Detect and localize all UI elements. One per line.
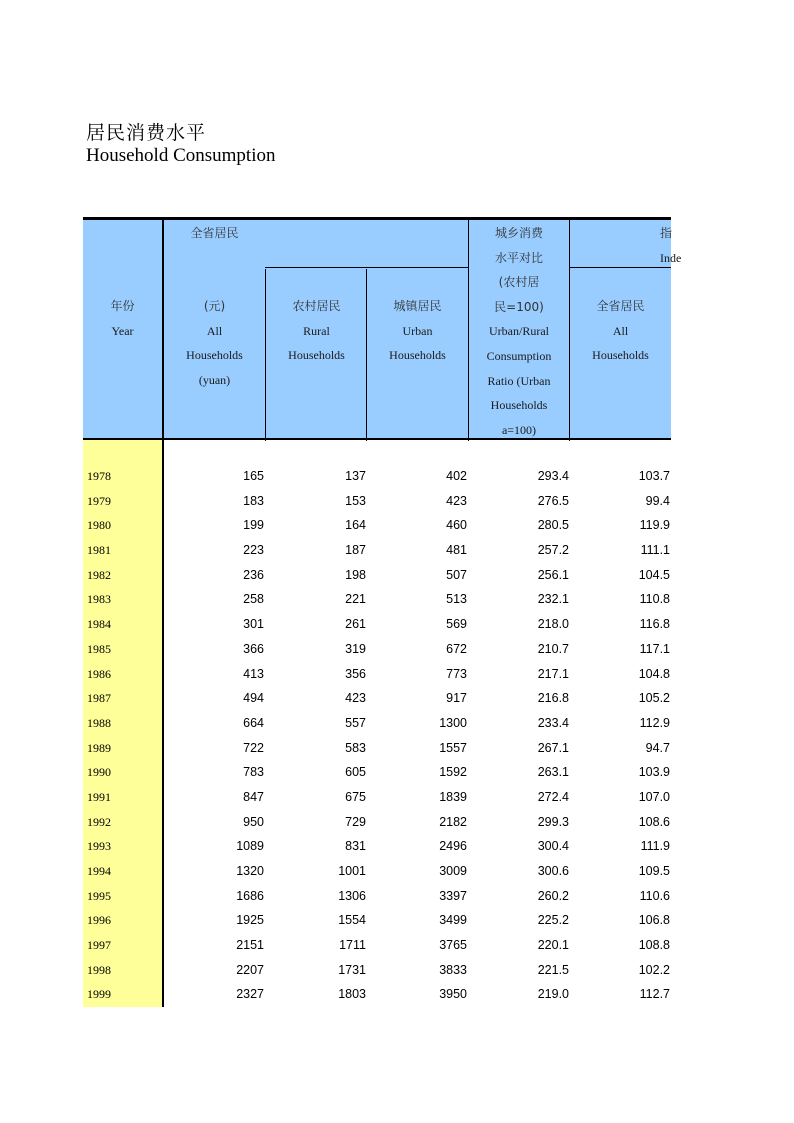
- rural-cell: 1001: [338, 864, 366, 878]
- table-row: [83, 835, 671, 860]
- table-row: [83, 860, 671, 885]
- ratio-cell: 218.0: [537, 617, 569, 632]
- ratio-cell: 257.2: [537, 543, 569, 558]
- table-row: [83, 786, 671, 811]
- rural-cell: 137: [345, 469, 366, 483]
- year-cell: 1978: [87, 469, 111, 483]
- table-row: [83, 490, 671, 515]
- all-households-cell: 2151: [236, 938, 264, 953]
- rural-cell: 583: [345, 740, 366, 755]
- all-households-cell: 722: [243, 740, 264, 755]
- all-households-cell: 236: [243, 567, 264, 582]
- all-households-cell: 2327: [236, 987, 264, 1002]
- year-cell: 1979: [87, 493, 111, 508]
- index-cell: 110.8: [639, 592, 670, 607]
- year-cell: 1992: [87, 814, 111, 829]
- year-cell: 1984: [87, 617, 111, 632]
- index-cell: 104.5: [638, 567, 670, 582]
- table-row: [83, 761, 671, 786]
- table-header: [83, 217, 682, 440]
- year-cell: 1985: [87, 641, 111, 656]
- year-cell: 1993: [87, 839, 111, 854]
- urban-cell: 917: [446, 691, 467, 706]
- header-all-households: (元) All Households (yuan): [186, 299, 243, 387]
- table-row: [83, 663, 671, 688]
- index-cell: 109.5: [638, 864, 670, 878]
- table-row: [83, 811, 671, 836]
- all-households-cell: 223: [243, 543, 264, 558]
- table-row: [83, 983, 671, 1008]
- index-cell: 103.9: [638, 765, 670, 780]
- urban-cell: 2496: [439, 839, 467, 854]
- index-cell: 111.1: [640, 543, 670, 558]
- urban-cell: 1839: [439, 789, 467, 804]
- ratio-cell: 293.4: [537, 469, 569, 483]
- all-households-cell: 301: [243, 617, 264, 632]
- urban-cell: 460: [446, 518, 467, 533]
- urban-cell: 3950: [439, 987, 467, 1002]
- year-cell: 1996: [87, 913, 111, 928]
- rural-cell: 423: [345, 691, 366, 706]
- table-row: [83, 564, 671, 589]
- index-cell: 106.8: [638, 913, 670, 928]
- ratio-cell: 210.7: [537, 641, 569, 656]
- header-index-all: 全省居民 All Households: [592, 299, 649, 363]
- year-cell: 1988: [87, 715, 111, 730]
- all-households-cell: 258: [243, 592, 264, 607]
- year-cell: 1997: [87, 938, 111, 953]
- index-cell: 103.7: [638, 469, 670, 483]
- urban-cell: 3397: [439, 888, 467, 903]
- rural-cell: 605: [345, 765, 366, 780]
- ratio-cell: 272.4: [537, 789, 569, 804]
- urban-cell: 3765: [439, 938, 467, 953]
- table-row: [83, 934, 671, 959]
- rural-cell: 1554: [338, 913, 366, 928]
- rural-cell: 164: [345, 518, 366, 533]
- table-row: [83, 465, 671, 490]
- year-cell: 1987: [87, 691, 111, 706]
- ratio-cell: 260.2: [537, 888, 569, 903]
- ratio-cell: 267.1: [537, 740, 569, 755]
- year-cell: 1989: [87, 740, 111, 755]
- table-row: [83, 613, 671, 638]
- year-cell: 1990: [87, 765, 111, 780]
- ratio-cell: 276.5: [537, 493, 569, 508]
- year-cell: 1983: [87, 592, 111, 607]
- all-households-cell: 1320: [236, 864, 264, 878]
- all-households-cell: 494: [243, 691, 264, 706]
- rural-cell: 198: [345, 567, 366, 582]
- index-cell: 111.9: [640, 839, 670, 854]
- index-cell: 112.9: [639, 715, 670, 730]
- header-index-group: 指 Inde: [660, 226, 682, 265]
- year-cell: 1982: [87, 567, 111, 582]
- header-rural: 农村居民 Rural Households: [288, 299, 345, 363]
- urban-cell: 672: [446, 641, 467, 656]
- urban-cell: 513: [446, 592, 467, 607]
- urban-cell: 3499: [439, 913, 467, 928]
- year-cell: 1998: [87, 962, 111, 977]
- rural-cell: 1306: [338, 888, 366, 903]
- all-households-cell: 1925: [236, 913, 264, 928]
- all-households-cell: 664: [243, 715, 264, 730]
- urban-cell: 2182: [439, 814, 467, 829]
- rural-cell: 557: [345, 715, 366, 730]
- all-households-cell: 165: [243, 469, 264, 483]
- urban-cell: 1300: [439, 715, 467, 730]
- all-households-cell: 1686: [236, 888, 264, 903]
- index-cell: 116.8: [639, 617, 670, 632]
- index-cell: 94.7: [645, 740, 670, 755]
- header-subdivider: [265, 267, 468, 268]
- year-cell: 1980: [87, 518, 111, 533]
- year-cell: 1994: [87, 864, 111, 878]
- rural-cell: 221: [345, 592, 366, 607]
- table-row: [83, 539, 671, 564]
- year-cell: 1986: [87, 666, 111, 681]
- consumption-table: [83, 217, 682, 1007]
- table-row: [83, 737, 671, 762]
- ratio-cell: 220.1: [537, 938, 569, 953]
- all-households-cell: 199: [243, 518, 264, 533]
- urban-cell: 773: [446, 666, 467, 681]
- rural-cell: 153: [345, 493, 366, 508]
- rural-cell: 675: [345, 789, 366, 804]
- all-households-cell: 2207: [236, 962, 264, 977]
- page-title-en: Household Consumption: [86, 145, 276, 166]
- index-cell: 107.0: [638, 789, 670, 804]
- ratio-cell: 232.1: [537, 592, 569, 607]
- header-group-all: 全省居民: [190, 226, 239, 240]
- urban-cell: 481: [446, 543, 467, 558]
- table-row: [83, 514, 671, 539]
- all-households-cell: 950: [243, 814, 264, 829]
- ratio-cell: 263.1: [537, 765, 569, 780]
- index-cell: 102.2: [638, 962, 670, 977]
- ratio-cell: 233.4: [537, 715, 569, 730]
- index-cell: 104.8: [638, 666, 670, 681]
- table-row: [83, 712, 671, 737]
- all-households-cell: 783: [243, 765, 264, 780]
- header-urban-rural-ratio: 城乡消费 水平对比 (农村居 民=100) Urban/Rural Consumption Ratio (Urban Households a=100): [486, 226, 552, 437]
- rural-cell: 1803: [338, 987, 366, 1002]
- index-cell: 108.8: [638, 938, 670, 953]
- ratio-cell: 216.8: [537, 691, 569, 706]
- header-subdivider: [570, 267, 671, 268]
- index-cell: 112.7: [639, 987, 670, 1002]
- table-row: [83, 959, 671, 984]
- urban-cell: 507: [446, 567, 467, 582]
- urban-cell: 423: [446, 493, 467, 508]
- urban-cell: 1557: [439, 740, 467, 755]
- table-body: [83, 465, 671, 1008]
- urban-cell: 3009: [439, 864, 467, 878]
- table-row: [83, 588, 671, 613]
- urban-cell: 3833: [439, 962, 467, 977]
- ratio-cell: 217.1: [537, 666, 569, 681]
- page-title-zh: 居民消费水平: [86, 123, 207, 144]
- year-cell: 1999: [87, 987, 111, 1002]
- urban-cell: 569: [446, 617, 467, 632]
- urban-cell: 1592: [439, 765, 467, 780]
- ratio-cell: 280.5: [537, 518, 569, 533]
- ratio-cell: 300.4: [537, 839, 569, 854]
- table-row: [83, 687, 671, 712]
- index-cell: 119.9: [639, 518, 670, 533]
- year-cell: 1991: [87, 789, 111, 804]
- all-households-cell: 366: [243, 641, 264, 656]
- year-cell: 1981: [87, 543, 111, 558]
- all-households-cell: 1089: [236, 839, 264, 854]
- ratio-cell: 256.1: [537, 567, 569, 582]
- ratio-cell: 221.5: [537, 962, 569, 977]
- table-row: [83, 885, 671, 910]
- index-cell: 99.4: [645, 493, 670, 508]
- rural-cell: 1731: [338, 962, 366, 977]
- all-households-cell: 183: [243, 493, 264, 508]
- rural-cell: 261: [345, 617, 366, 632]
- rural-cell: 187: [345, 543, 366, 558]
- table-row: [83, 638, 671, 663]
- ratio-cell: 300.6: [537, 864, 569, 878]
- ratio-cell: 219.0: [537, 987, 569, 1002]
- rural-cell: 319: [345, 641, 366, 656]
- rural-cell: 356: [345, 666, 366, 681]
- index-cell: 105.2: [638, 691, 670, 706]
- rural-cell: 831: [345, 839, 366, 854]
- header-year: 年份 Year: [110, 299, 135, 338]
- index-cell: 110.6: [639, 888, 670, 903]
- urban-cell: 402: [446, 469, 467, 483]
- year-cell: 1995: [87, 888, 111, 903]
- all-households-cell: 847: [243, 789, 264, 804]
- header-urban: 城镇居民 Urban Households: [389, 299, 446, 363]
- index-cell: 117.1: [639, 641, 670, 656]
- ratio-cell: 299.3: [537, 814, 569, 829]
- table-row: [83, 909, 671, 934]
- all-households-cell: 413: [243, 666, 264, 681]
- rural-cell: 1711: [339, 938, 366, 953]
- index-cell: 108.6: [638, 814, 670, 829]
- ratio-cell: 225.2: [537, 913, 569, 928]
- rural-cell: 729: [345, 814, 366, 829]
